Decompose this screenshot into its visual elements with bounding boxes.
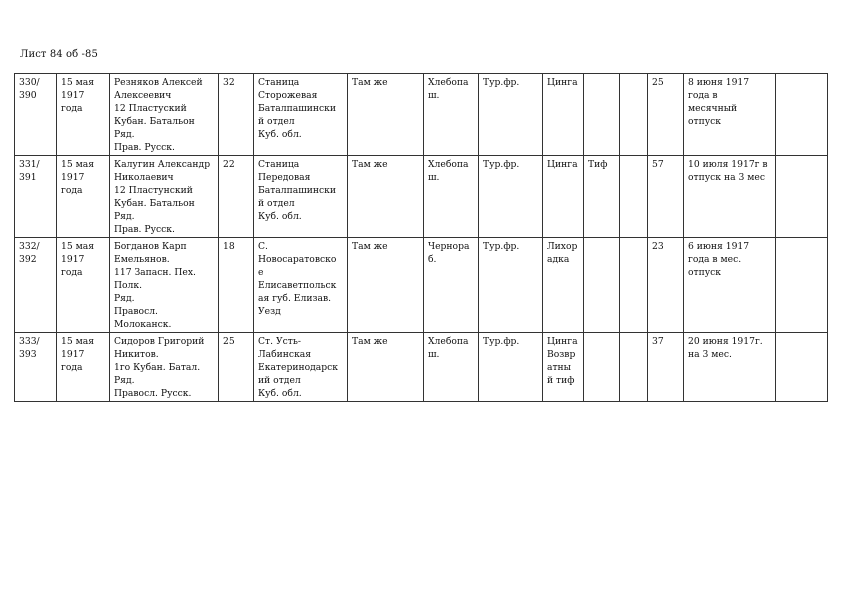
extra [620,333,648,402]
location: Хлебопа ш. [424,156,479,238]
table-row [15,333,828,402]
ward: Тур.фр. [479,333,543,402]
admission-date: 15 мая 1917 года [57,238,110,333]
outcome: 20 июня 1917г. на 3 мес. [684,333,776,402]
diagnosis: Лихор адка [543,238,584,333]
notes [776,156,828,238]
age: 32 [219,74,254,156]
place: Там же [348,74,424,156]
place: Там же [348,333,424,402]
origin: Станица Передовая Баталпашински й отдел Куб. обл. [254,156,348,238]
origin: Ст. Усть- Лабинская Екатеринодарск ий отдел Куб. обл. [254,333,348,402]
admission-date: 15 мая 1917 года [57,156,110,238]
notes [776,238,828,333]
notes [776,333,828,402]
admission-date: 15 мая 1917 года [57,74,110,156]
table-row [15,74,828,156]
person-details: Резняков Алексей Алексеевич 12 Пластуский Кубан. Батальон Ряд. Прав. Русск. [110,74,219,156]
ward: Тур.фр. [479,156,543,238]
record-number: 332/ 392 [15,238,57,333]
age: 25 [219,333,254,402]
diagnosis: Цинга Возвр атны й тиф [543,333,584,402]
outcome: 8 июня 1917 года в месячный отпуск [684,74,776,156]
origin: С. Новосаратовско е Елисаветпольск ая губ. Елизав. Уезд [254,238,348,333]
person-details: Богданов Карп Емельянов. 117 Запасн. Пех. Полк. Ряд. Правосл. Молоканск. [110,238,219,333]
table-row [15,238,828,333]
ward: Тур.фр. [479,74,543,156]
sheet-label: Лист 84 об -85 [20,49,98,60]
outcome: 6 июня 1917 года в мес. отпуск [684,238,776,333]
person-details: Сидоров Григорий Никитов. 1го Кубан. Батал. Ряд. Правосл. Русск. [110,333,219,402]
extra [620,74,648,156]
place: Там же [348,238,424,333]
location: Чернора б. [424,238,479,333]
days: 23 [648,238,684,333]
extra [620,238,648,333]
outcome: 10 июля 1917г в отпуск на 3 мес [684,156,776,238]
diagnosis-secondary [584,74,620,156]
age: 18 [219,238,254,333]
diagnosis: Цинга [543,74,584,156]
diagnosis-secondary [584,333,620,402]
age: 22 [219,156,254,238]
record-number: 331/ 391 [15,156,57,238]
person-details: Калугин Александр Николаевич 12 Пластунский Кубан. Батальон Ряд. Прав. Русск. [110,156,219,238]
record-number: 333/ 393 [15,333,57,402]
days: 25 [648,74,684,156]
days: 37 [648,333,684,402]
register-table [14,73,828,402]
diagnosis-secondary [584,238,620,333]
diagnosis-secondary: Тиф [584,156,620,238]
place: Там же [348,156,424,238]
location: Хлебопа ш. [424,74,479,156]
origin: Станица Сторожевая Баталпашински й отдел Куб. обл. [254,74,348,156]
diagnosis: Цинга [543,156,584,238]
notes [776,74,828,156]
table-row [15,156,828,238]
days: 57 [648,156,684,238]
location: Хлебопа ш. [424,333,479,402]
ward: Тур.фр. [479,238,543,333]
extra [620,156,648,238]
admission-date: 15 мая 1917 года [57,333,110,402]
record-number: 330/ 390 [15,74,57,156]
